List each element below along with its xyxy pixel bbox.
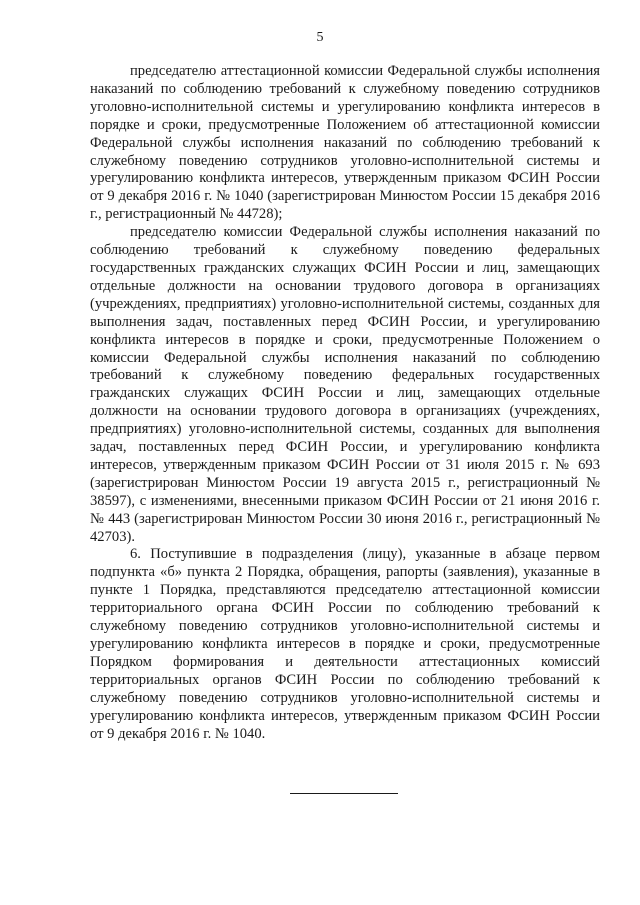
paragraph-item-6: 6. Поступившие в подразделения (лицу), указанные в абзаце первом подпункта «б» пункта 2 Порядка, обращения, рапорты (заявления), указанные в пункте 1 Порядка, представляются председателю аттестационной комиссии территориального органа ФСИН России по соблюдению требований к служебному поведению сотрудников уголовно-исполнительной системы и урегулированию конфликта интересов в порядке и сроки, предусмотренные Порядком формирования и деятельности аттестационных комиссий территориальных органов ФСИН России по соблюдению требований к служебному поведению сотрудников уголовно-исполнительной системы и урегулированию конфликта интересов, утвержденным приказом ФСИН России от 9 декабря 2016 г. № 1040. xyxy=(90,546,600,742)
paragraph-civil-service-commission: председателю комиссии Федеральной службы исполнения наказаний по соблюдению требований к служебному поведению федеральных государственных гражданских служащих ФСИН России и лиц, замещающих отдельные должности на основании трудового договора в организациях (учреждениях, предприятиях) уголовно-исполнительной системы, созданных для выполнения задач, поставленных перед ФСИН России, и урегулированию конфликта интересов в порядке и сроки, предусмотренные Положением о комиссии Федеральной службы исполнения наказаний по соблюдению требований к служебному поведению федеральных государственных гражданских служащих ФСИН России и лиц, замещающих отдельные должности на основании трудового договора в организациях (учреждениях, предприятиях) уголовно-исполнительной системы, созданных для выполнения задач, поставленных перед ФСИН России, и урегулированию конфликта интересов, утвержденным приказом ФСИН России от 31 июля 2015 г. № 693 (зарегистрирован Минюстом России 19 августа 2015 г., регистрационный № 38597), с изменениями, внесенными приказом ФСИН России от 21 июня 2016 г. № 443 (зарегистрирован Минюстом России 30 июня 2016 г., регистрационный № 42703). xyxy=(90,224,600,545)
page-number: 5 xyxy=(316,30,324,45)
paragraph-attestation-commission: председателю аттестационной комиссии Федеральной службы исполнения наказаний по соблюдению требований к служебному поведению сотрудников уголовно-исполнительной системы и урегулированию конфликта интересов в порядке и сроки, предусмотренные Положением об аттестационной комиссии Федеральной службы исполнения наказаний по соблюдению требований к служебному поведению сотрудников уголовно-исполнительной системы и урегулированию конфликта интересов, утвержденным приказом ФСИН России от 9 декабря 2016 г. № 1040 (зарегистрирован Минюстом России 15 декабря 2016 г., регистрационный № 44728); xyxy=(90,63,600,223)
document-body xyxy=(90,63,600,743)
end-divider-line xyxy=(290,793,398,794)
